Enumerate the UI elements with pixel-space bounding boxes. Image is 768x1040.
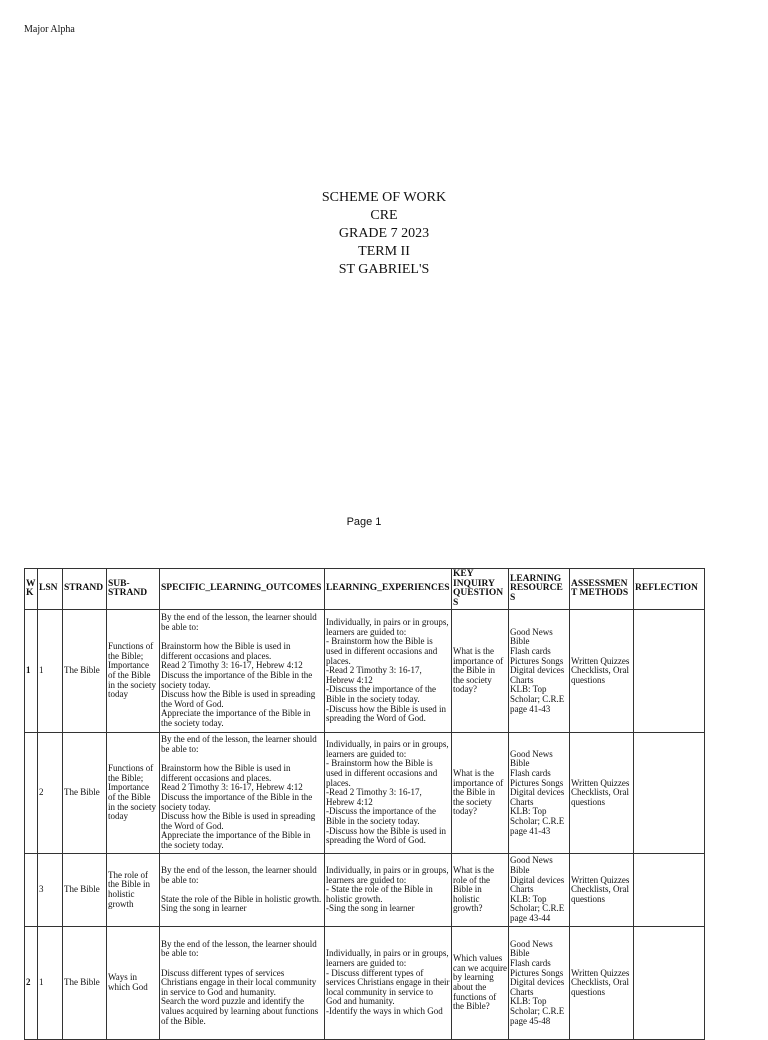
cell-outcomes: By the end of the lesson, the learner should be able to: State the role of the Bible in holistic growth. Sing the song in learner [160,854,325,927]
header-sub-strand: SUB-STRAND [107,569,160,610]
cell-resources: Good News Bible Flash cards Pictures Songs Digital devices Charts KLB: Top Scholar; C.R.E page 41-43 [509,733,570,854]
cover-line: ST GABRIEL'S [338,262,430,277]
cover-line: GRADE 7 2023 [338,226,430,241]
cell-reflection [634,733,705,854]
cell-strand: The Bible [63,927,107,1040]
header-wk: WK [25,569,38,610]
cell-outcomes: By the end of the lesson, the learner should be able to: Brainstorm how the Bible is used in different occasions and places. Read 2 Timothy 3: 16-17, Hebrew 4:12 Discuss the importance of the Bible in the society today. Discuss how the Bible is used in spreading the Word of God. Appreciate the importance of the Bible in the society today. [160,610,325,733]
table-row [25,733,705,854]
cell-wk: 2 [25,927,38,1040]
cover-title-block [0,189,768,279]
cell-assessment: Written Quizzes Checklists, Oral questions [570,927,634,1040]
cell-outcomes: By the end of the lesson, the learner should be able to: Brainstorm how the Bible is used in different occasions and places. Read 2 Timothy 3: 16-17, Hebrew 4:12 Discuss the importance of the Bible in the society today. Discuss how the Bible is used in spreading the Word of God. Appreciate the importance of the Bible in the society today. [160,733,325,854]
cell-sub-strand: Ways in which God [107,927,160,1040]
cell-reflection [634,927,705,1040]
cell-sub-strand: The role of the Bible in holistic growth [107,854,160,927]
header-assessment: ASSESSMENT METHODS [570,569,634,610]
cell-experiences: Individually, in pairs or in groups, learners are guided to: - Discuss different types of services Christians engage in their local community in service to God and humanity. -Identify the ways in which God [325,927,452,1040]
table-row [25,927,705,1040]
cell-assessment: Written Quizzes Checklists, Oral questions [570,854,634,927]
page-number: Page 1 [346,516,382,528]
cell-outcomes: By the end of the lesson, the learner should be able to: Discuss different types of services Christians engage in their local community in service to God and humanity. Search the word puzzle and identify the values acquired by learning about functions of the Bible. [160,927,325,1040]
cell-experiences: Individually, in pairs or in groups, learners are guided to: - Brainstorm how the Bible is used in different occasions and places. -Read 2 Timothy 3: 16-17, Hebrew 4:12 -Discuss the importance of the Bible in the society today. -Discuss how the Bible is used in spreading the Word of God. [325,733,452,854]
table-header-row [25,569,705,610]
header-questions: KEY INQUIRY QUESTIONS [452,569,509,610]
cell-reflection [634,610,705,733]
header-strand: STRAND [63,569,107,610]
cover-line: CRE [370,208,398,223]
cell-lsn: 1 [38,927,63,1040]
cell-strand: The Bible [63,733,107,854]
cell-resources: Good News Bible Digital devices Charts KLB: Top Scholar; C.R.E page 43-44 [509,854,570,927]
cell-wk [25,854,38,927]
cell-questions: Which values can we acquire by learning about the functions of the Bible? [452,927,509,1040]
cell-strand: The Bible [63,610,107,733]
cell-lsn: 2 [38,733,63,854]
cell-reflection [634,854,705,927]
header-resources: LEARNING RESOURCES [509,569,570,610]
cell-sub-strand: Functions of the Bible; Importance of the Bible in the society today [107,733,160,854]
cell-lsn: 3 [38,854,63,927]
cell-questions: What is the importance of the Bible in the society today? [452,733,509,854]
cell-wk: 1 [25,610,38,733]
cover-line: SCHEME OF WORK [321,190,447,205]
cell-strand: The Bible [63,854,107,927]
cell-sub-strand: Functions of the Bible; Importance of the Bible in the society today [107,610,160,733]
header-reflection: REFLECTION [634,569,705,610]
cell-questions: What is the role of the Bible in holistic growth? [452,854,509,927]
cell-resources: Good News Bible Flash cards Pictures Songs Digital devices Charts KLB: Top Scholar; C.R.E page 41-43 [509,610,570,733]
cell-assessment: Written Quizzes Checklists, Oral questions [570,610,634,733]
cell-questions: What is the importance of the Bible in the society today? [452,610,509,733]
table-row [25,854,705,927]
table-row [25,610,705,733]
cell-wk [25,733,38,854]
header-lsn: LSN [38,569,63,610]
header-outcomes: SPECIFIC_LEARNING_OUTCOMES [160,569,325,610]
header-experiences: LEARNING_EXPERIENCES [325,569,452,610]
cell-lsn: 1 [38,610,63,733]
cell-assessment: Written Quizzes Checklists, Oral questions [570,733,634,854]
cell-experiences: Individually, in pairs or in groups, learners are guided to: - Brainstorm how the Bible is used in different occasions and places. -Read 2 Timothy 3: 16-17, Hebrew 4:12 -Discuss the importance of the Bible in the society today. -Discuss how the Bible is used in spreading the Word of God. [325,610,452,733]
scheme-of-work-table [24,568,705,1040]
author-name: Major Alpha [24,24,75,35]
cover-line: TERM II [358,244,410,259]
cell-experiences: Individually, in pairs or in groups, learners are guided to: - State the role of the Bible in holistic growth. -Sing the song in learner [325,854,452,927]
cell-resources: Good News Bible Flash cards Pictures Songs Digital devices Charts KLB: Top Scholar; C.R.E page 45-48 [509,927,570,1040]
